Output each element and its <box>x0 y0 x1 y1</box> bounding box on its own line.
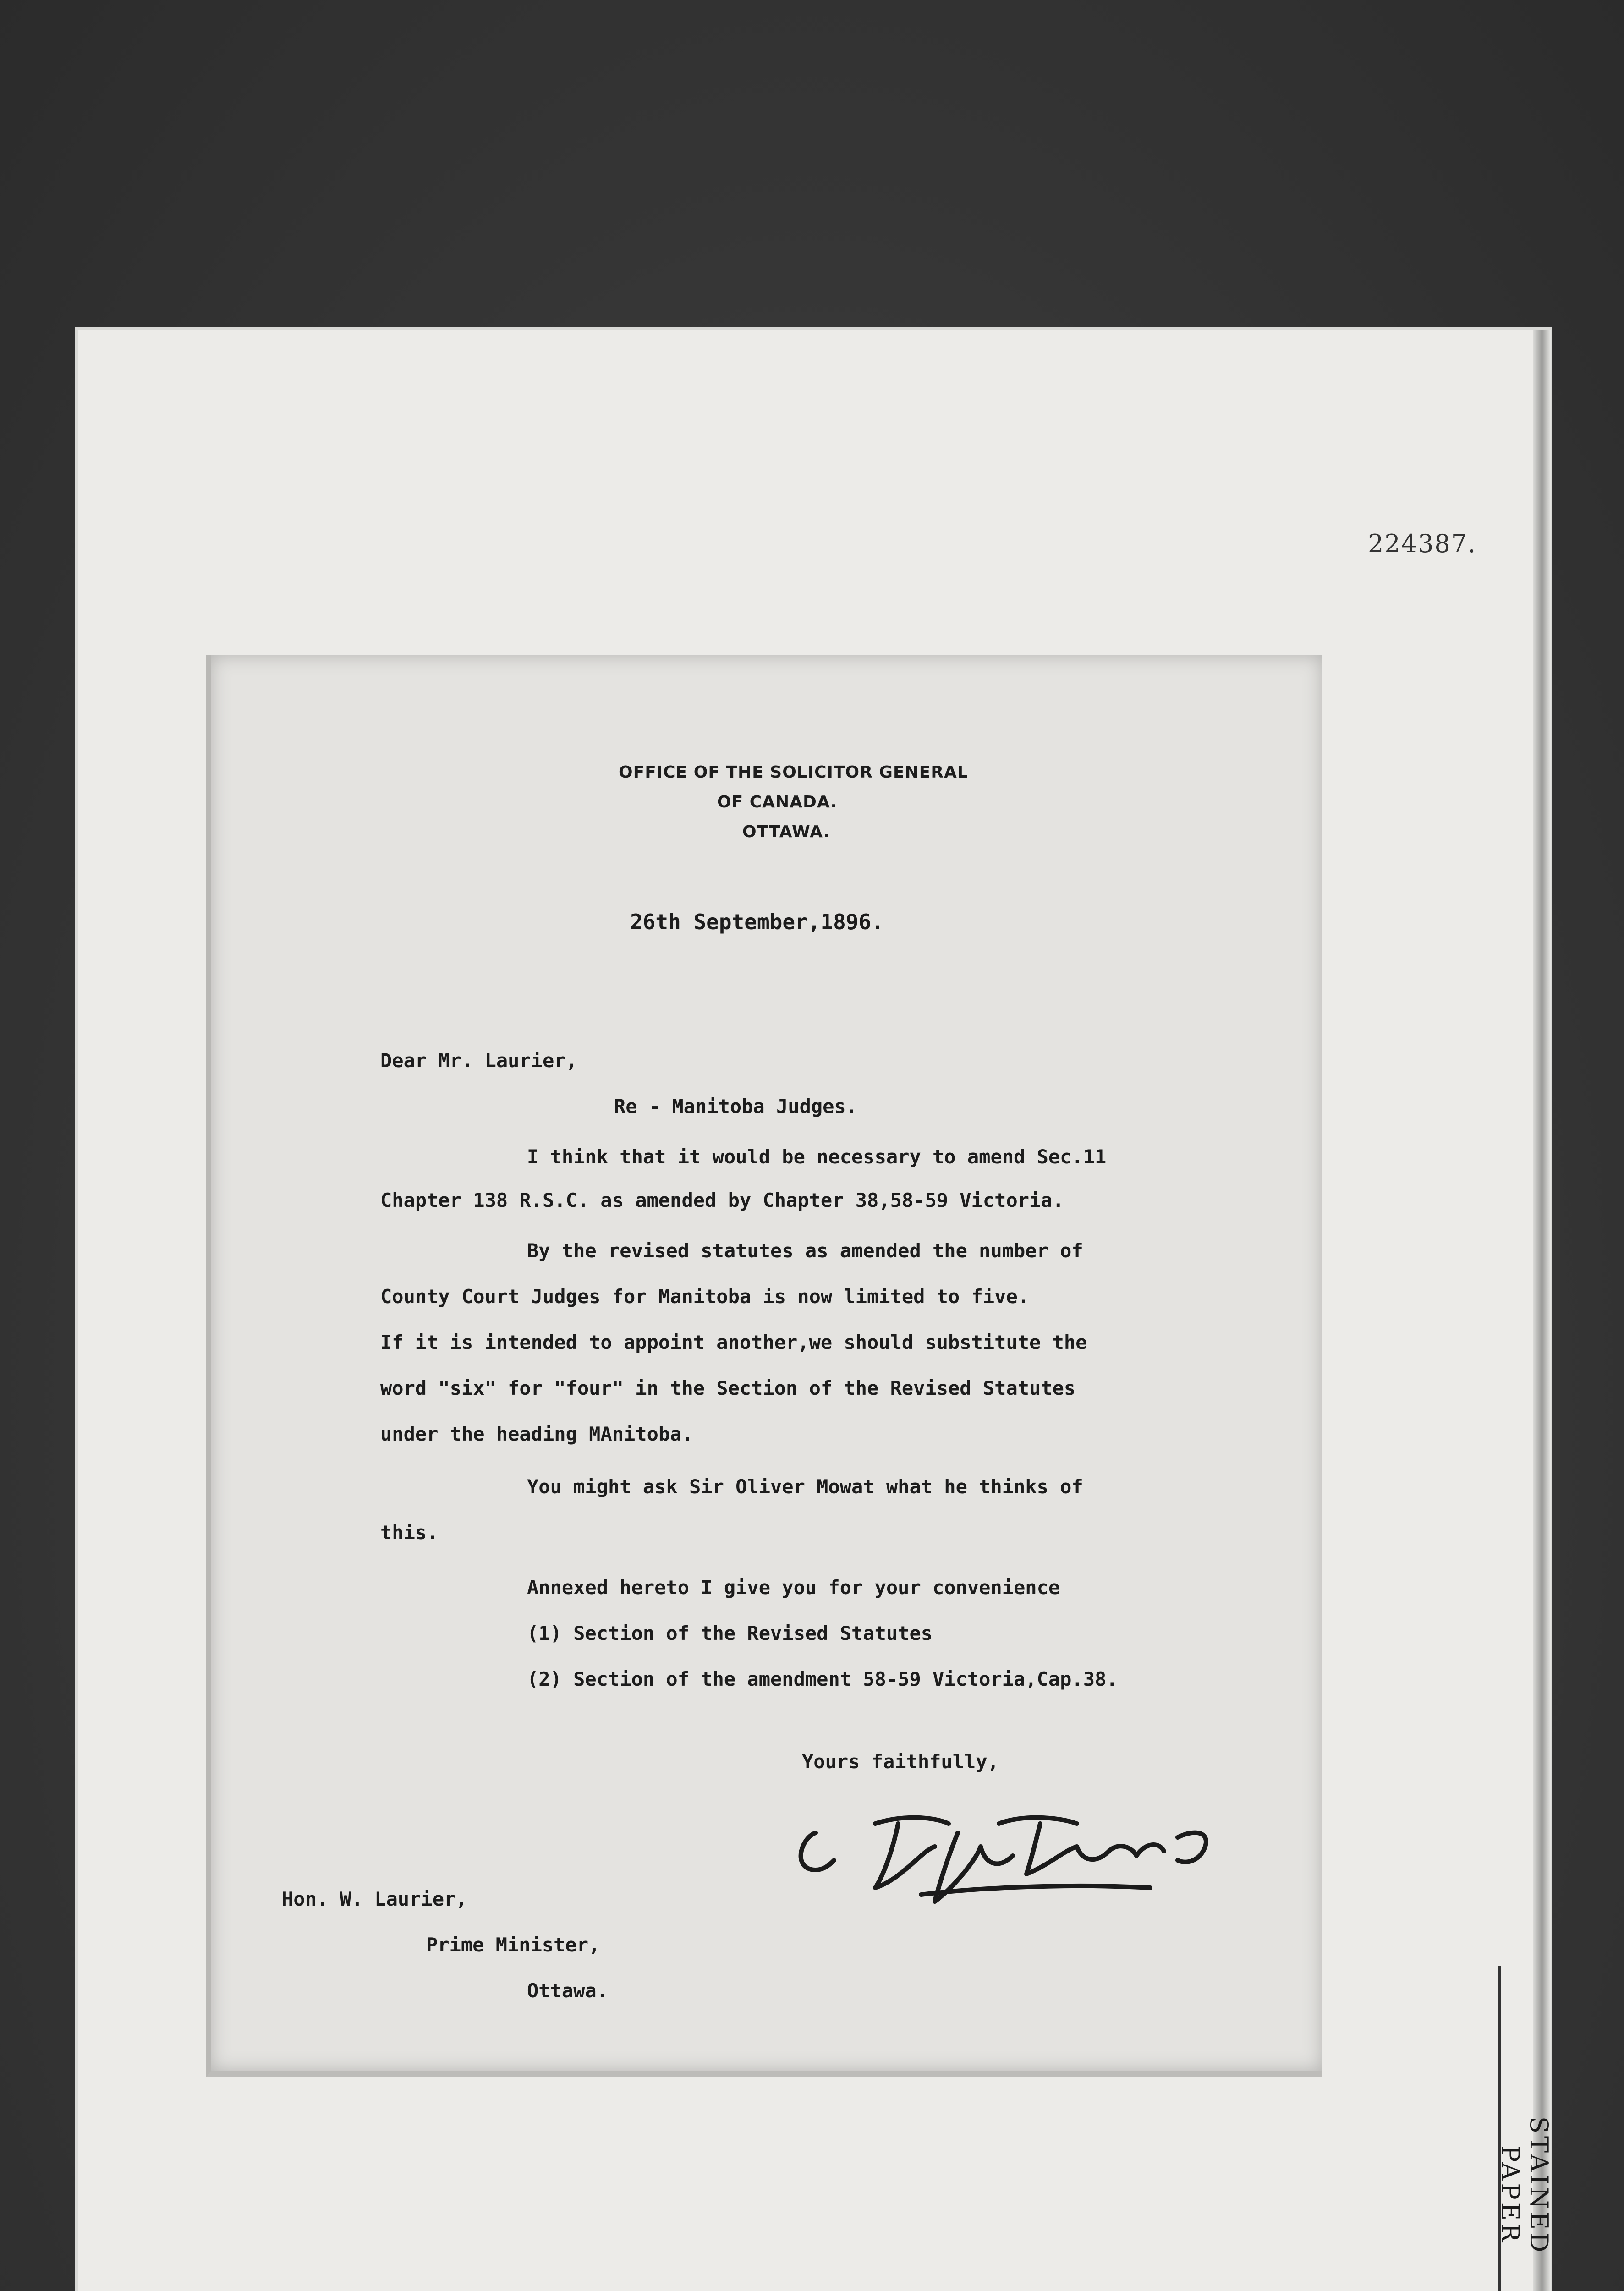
body-line-2: Chapter 138 R.S.C. as amended by Chapter 38,58-59 Victoria. <box>380 1189 1064 1211</box>
body-line-9: this. <box>380 1521 439 1544</box>
body-line-6: word "six" for "four" in the Section of the Revised Statutes <box>380 1377 1076 1399</box>
closing: Yours faithfully, <box>802 1750 999 1773</box>
paper-word: PAPER <box>1496 2145 1525 2245</box>
body-line-7: under the heading MAnitoba. <box>380 1423 693 1445</box>
salutation: Dear Mr. Laurier, <box>380 1049 577 1072</box>
body-line-4: County Court Judges for Manitoba is now limited to five. <box>380 1285 1030 1308</box>
addressee-line-2: Prime Minister, <box>426 1934 600 1956</box>
body-line-3: By the revised statutes as amended the number of <box>527 1239 1083 1262</box>
body-line-10: Annexed hereto I give you for your convenience <box>527 1576 1060 1599</box>
body-line-12: (2) Section of the amendment 58-59 Victoria,Cap.38. <box>527 1668 1118 1690</box>
letterhead-line-1: OFFICE OF THE SOLICITOR GENERAL <box>619 763 968 782</box>
addressee-line-3: Ottawa. <box>527 1979 609 2002</box>
signature <box>784 1796 1265 1906</box>
reference-number: 224387. <box>1368 529 1477 558</box>
addressee-line-1: Hon. W. Laurier, <box>282 1888 467 1910</box>
stained-word: STAINED <box>1525 2116 1553 2255</box>
body-line-1: I think that it would be necessary to amend Sec.11 <box>527 1146 1107 1168</box>
page-edge <box>1533 330 1551 2291</box>
letterhead-line-2: OF CANADA. <box>717 793 838 811</box>
subject-line: Re - Manitoba Judges. <box>614 1095 858 1118</box>
letter-date: 26th September,1896. <box>630 910 884 934</box>
body-line-11: (1) Section of the Revised Statutes <box>527 1622 933 1644</box>
body-line-5: If it is intended to appoint another,we should substitute the <box>380 1331 1087 1354</box>
body-line-8: You might ask Sir Oliver Mowat what he thinks of <box>527 1475 1083 1498</box>
stained-paper-label <box>1496 2034 1553 2291</box>
letterhead-line-3: OTTAWA. <box>742 822 830 841</box>
